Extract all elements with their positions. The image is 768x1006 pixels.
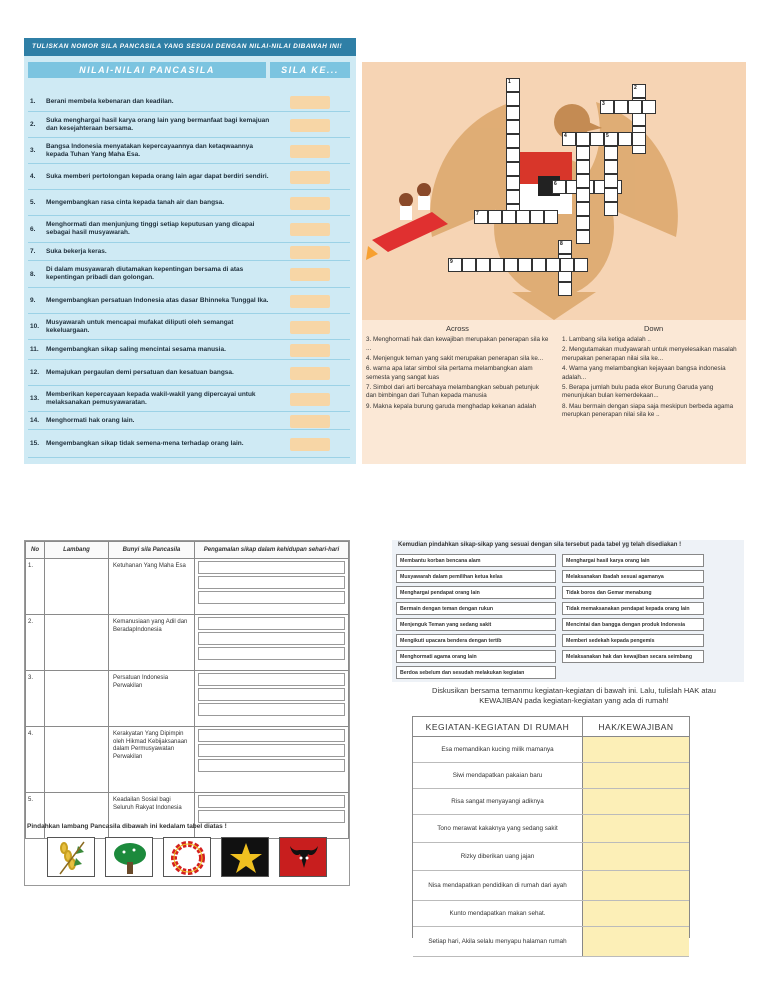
lambang-drop-cell[interactable] (45, 559, 109, 615)
crossword-cell[interactable] (506, 190, 520, 204)
sila-row-number: 6. (30, 225, 36, 233)
sikap-card[interactable]: Tidak memaksanakan pendapat kepada orang lain (562, 602, 704, 615)
hak-kewajiban-worksheet (392, 682, 744, 972)
sikap-card[interactable]: Melaksanakan hak dan kewajiban secara seimbang (562, 650, 704, 663)
crossword-cell[interactable] (576, 174, 590, 188)
crossword-cell[interactable] (632, 132, 646, 146)
crossword-cell[interactable] (576, 160, 590, 174)
pengamalan-input[interactable] (198, 744, 345, 757)
lambang-drop-cell[interactable] (45, 671, 109, 727)
lambang-row-number: 1. (26, 559, 45, 615)
down-clue: 4. Warna yang melambangkan kejayaan bangsa indonesia adalah... (562, 364, 726, 381)
sila-row-number: 1. (30, 98, 36, 105)
pengamalan-input[interactable] (198, 703, 345, 716)
crossword-cell[interactable]: 6 (552, 180, 566, 194)
header-nilai: NILAI-NILAI PANCASILA (28, 62, 266, 78)
across-clues (366, 336, 550, 413)
sila-row-number: 13. (30, 395, 40, 402)
sila-row (28, 386, 350, 412)
lambang-row-number: 3. (26, 671, 45, 727)
sila-answer-box[interactable] (290, 415, 330, 428)
crossword-cell[interactable] (576, 132, 590, 146)
crossword-cell[interactable] (576, 146, 590, 160)
across-clue: 6. warna apa latar simbol sila pertama melambangkan alam semesta yang sangat luas (366, 364, 533, 381)
crossword-cell[interactable]: 1 (506, 78, 520, 92)
crossword-cell[interactable] (604, 146, 618, 160)
lambang-worksheet (24, 540, 350, 886)
kegiatan-text: Setiap hari, Akila selalu menyapu halaman rumah (413, 927, 583, 956)
sila-row-text: Musyawarah untuk mencapai mufakat diliputi oleh semangat kekeluargaan. (46, 318, 234, 334)
bunyi-sila: Kerakyatan Yang Dipimpin oleh Hikmad Kebijaksanaan dalam Permusyawatan Perwakilan (109, 727, 195, 793)
sila-answer-box[interactable] (290, 197, 330, 210)
crossword-cell[interactable] (544, 210, 558, 224)
sila-row (28, 430, 350, 458)
crossword-cell[interactable] (632, 112, 646, 126)
crossword-cell[interactable] (560, 258, 574, 272)
sila-row-text: Menghormati hak orang lain. (46, 416, 135, 424)
sikap-card[interactable]: Musyawarah dalam pemilihan ketua kelas (396, 570, 556, 583)
hak-kewajiban-input[interactable] (583, 927, 689, 956)
sila-row (28, 288, 350, 314)
hak-kewajiban-input[interactable] (583, 737, 689, 762)
across-clue: 9. Makna kepala burung garuda menghadap kekanan adalah (366, 402, 537, 410)
crossword-cell[interactable] (516, 210, 530, 224)
sila-row-text: Suka menghargai hasil karya orang lain yang bermanfaat bagi kemajuan dan kesejahteraan bersama. (46, 116, 270, 132)
sila-row-number: 8. (30, 270, 36, 278)
sila-answer-box[interactable] (290, 344, 330, 357)
sila-row-number: 15. (30, 440, 40, 447)
pengamalan-cell (195, 727, 349, 793)
sila-row-text: Mengembangkan sikap saling mencintai sesama manusia. (46, 345, 226, 353)
sila-row-text: Di dalam musyawarah diutamakan kepentingan bersama di atas kepentingan pribadi dan golongan. (46, 266, 244, 281)
kegiatan-text: Tono merawat kakaknya yang sedang sakit (413, 815, 583, 842)
sila-row-text: Berani membela kebenaran dan keadilan. (46, 97, 174, 105)
crossword-cell[interactable]: 7 (474, 210, 488, 224)
kegiatan-text: Kunto mendapatkan makan sehat. (413, 901, 583, 926)
lambang-table (25, 541, 349, 839)
crossword-cell[interactable] (574, 258, 588, 272)
crossword-cell[interactable] (518, 258, 532, 272)
sila-row-number: 14. (30, 417, 40, 424)
crossword-cell[interactable] (532, 258, 546, 272)
lambang-row (26, 671, 349, 727)
sikap-card[interactable]: Menghargai hasil karya orang lain (562, 554, 704, 567)
sila-row-number: 2. (30, 121, 36, 128)
crossword-cell[interactable]: 2 (632, 84, 646, 98)
pengamalan-input[interactable] (198, 688, 345, 701)
sila-row (28, 190, 350, 216)
sila-worksheet (24, 38, 356, 464)
sila-row (28, 360, 350, 386)
pengamalan-input[interactable] (198, 729, 345, 742)
sila-row (28, 112, 350, 138)
sila-row (28, 92, 350, 112)
pengamalan-input[interactable] (198, 576, 345, 589)
pengamalan-cell (195, 793, 349, 839)
hak-kewajiban-input[interactable] (583, 901, 689, 926)
crossword-cell[interactable] (462, 258, 476, 272)
crossword-worksheet (362, 62, 746, 464)
across-clue: 3. Menghormati hak dan kewajiban merupakan penerapan sila ke ... (366, 336, 549, 352)
pengamalan-input[interactable] (198, 561, 345, 574)
sila-answer-box[interactable] (290, 96, 330, 109)
sila-row-text: Suka bekerja keras. (46, 247, 107, 255)
lambang-row-number: 4. (26, 727, 45, 793)
kegiatan-text: Siwi mendapatkan pakaian baru (413, 763, 583, 788)
sila-answer-box[interactable] (290, 393, 330, 406)
bintang-icon[interactable] (221, 837, 269, 877)
sikap-card[interactable]: Menghormati agama orang lain (396, 650, 556, 663)
crossword-cell[interactable] (576, 216, 590, 230)
sila-row-number: 3. (30, 147, 36, 154)
rumah-instruction: Diskusikan bersama temanmu kegiatan-kegiatan di bawah ini. Lalu, tulislah HAK atau KEWAJIBAN pada kegiatan-kegiatan yang ada di rumah! (432, 686, 716, 705)
down-clue: 1. Lambang sila ketiga adalah .. (562, 336, 651, 343)
pengamalan-input[interactable] (198, 647, 345, 660)
bunyi-sila: Ketuhanan Yang Maha Esa (109, 559, 195, 615)
crossword-cell[interactable] (604, 188, 618, 202)
sila-answer-box[interactable] (290, 119, 330, 132)
sikap-card[interactable]: Membantu korban bencana alam (396, 554, 556, 567)
sila-row-number: 4. (30, 173, 36, 180)
sila-row-text: Bangsa Indonesia menyatakan kepercayaannya dan ketaqwaannya kepada Tuhan Yang Maha Esa. (46, 142, 254, 158)
crossword-cell[interactable] (506, 106, 520, 120)
sikap-card[interactable]: Bermain dengan teman dengan rukun (396, 602, 556, 615)
crossword-cell[interactable] (504, 258, 518, 272)
sila-row-text: Mengembangkan rasa cinta kepada tanah air dan bangsa. (46, 198, 225, 206)
sila-row (28, 216, 350, 243)
crossword-cell[interactable] (576, 202, 590, 216)
down-clue: 8. Mau bermain dengan siapa saja meskipun berbeda agama merupkan penerapan nilai sila ke .. (562, 402, 734, 419)
crossword-cell[interactable] (604, 174, 618, 188)
lambang-row-number: 5. (26, 793, 45, 839)
crossword-cell[interactable] (506, 120, 520, 134)
lambang-row-number: 2. (26, 615, 45, 671)
th-lambang: Lambang (45, 542, 109, 559)
across-clue: 7. Simbol dari arti bercahaya melambangkan sebuah petunjuk dan bimbingan dari Tuhan kepada manusia (366, 383, 539, 400)
pengamalan-cell (195, 671, 349, 727)
pengamalan-input[interactable] (198, 810, 345, 823)
down-title: Down (644, 324, 664, 333)
crossword-cell[interactable] (642, 100, 656, 114)
rumah-row (413, 763, 689, 789)
pengamalan-input[interactable] (198, 673, 345, 686)
sila-answer-box[interactable] (290, 145, 330, 158)
sila-answer-box[interactable] (290, 223, 330, 236)
crossword-cell[interactable] (576, 230, 590, 244)
sikap-worksheet (392, 540, 744, 682)
pengamalan-cell (195, 559, 349, 615)
pengamalan-input[interactable] (198, 591, 345, 604)
crossword-cell[interactable] (590, 132, 604, 146)
hak-kewajiban-input[interactable] (583, 871, 689, 900)
crossword-cell[interactable] (506, 176, 520, 190)
sila-row-text: Menghormati dan menjunjung tinggi setiap keputusan yang dicapai sebagai hasil musyawarah. (46, 221, 255, 236)
sikap-card[interactable]: Melaksanakan ibadah sesuai agamanya (562, 570, 704, 583)
sila-row-text: Suka memberi pertolongan kepada orang lain agar dapat berdiri sendiri. (46, 172, 269, 180)
crossword-cell[interactable] (506, 162, 520, 176)
sila-row-number: 10. (30, 323, 40, 330)
sikap-title: Kemudian pindahkan sikap-sikap yang sesuai dengan sila tersebut pada tabel yg telah disediakan ! (398, 542, 682, 548)
lambang-instruction: Pindahkan lambang Pancasila dibawah ini kedalam tabel diatas ! (27, 823, 227, 830)
kegiatan-text: Risa sangat menyayangi adiknya (413, 789, 583, 814)
crossword-cell[interactable] (618, 132, 632, 146)
crossword-cell[interactable] (558, 282, 572, 296)
crossword-cell[interactable]: 5 (604, 132, 618, 146)
sikap-card[interactable]: Mengikuti upacara bendera dengan tertib (396, 634, 556, 647)
across-clue: 4. Menjenguk teman yang sakit merupakan penerapan sila ke... (366, 354, 544, 362)
sila-row-text: Mengembangkan persatuan Indonesia atas dasar Bhinneka Tunggal Ika. (46, 296, 269, 304)
th-kegiatan: KEGIATAN-KEGIATAN DI RUMAH (413, 717, 583, 737)
crossword-cell[interactable] (506, 134, 520, 148)
crossword-cell[interactable]: 3 (600, 100, 614, 114)
down-clue: 2. Mengutamakan mudyawarah untuk menyelesaikan masalah merupakan penerapan nilai sila ke... (562, 346, 737, 362)
header-sila: SILA KE... (270, 62, 350, 78)
sila-row-number: 11. (30, 346, 39, 353)
rumah-row (413, 927, 689, 957)
crossword-cell[interactable] (506, 148, 520, 162)
sila-row (28, 261, 350, 288)
sila-answer-box[interactable] (290, 295, 330, 308)
sila-answer-box[interactable] (290, 367, 330, 380)
kegiatan-text: Esa memandikan kucing milik mamanya (413, 737, 583, 762)
rumah-table (412, 716, 690, 945)
sila-row-text: Memberikan kepercayaan kepada wakil-wakil yang dipercayai untuk melaksanakan pemusyawaratan. (46, 390, 256, 406)
sila-row-text: Mengembangkan sikap tidak semena-mena terhadap orang lain. (46, 439, 244, 447)
sila-row (28, 243, 350, 261)
sila-row (28, 340, 350, 360)
lambang-row (26, 559, 349, 615)
sila-row (28, 314, 350, 340)
sila-row (28, 412, 350, 430)
crossword-cell[interactable] (488, 210, 502, 224)
rantai-icon[interactable] (163, 837, 211, 877)
bunyi-sila: Keadailan Sosial bagi Seluruh Rakyat Indonesia (109, 793, 195, 839)
lambang-drop-cell[interactable] (45, 793, 109, 839)
pengamalan-input[interactable] (198, 759, 345, 772)
sikap-card[interactable]: Menjenguk Teman yang sedang sakit (396, 618, 556, 631)
lambang-row (26, 615, 349, 671)
down-clues (562, 336, 742, 421)
th-bunyi: Bunyi sila Pancasila (109, 542, 195, 559)
crossword-cell[interactable] (530, 210, 544, 224)
crossword-area (362, 62, 746, 320)
crossword-cell[interactable] (502, 210, 516, 224)
crossword-cell[interactable] (604, 202, 618, 216)
lambang-drop-cell[interactable] (45, 615, 109, 671)
pengamalan-input[interactable] (198, 795, 345, 808)
rumah-row (413, 901, 689, 927)
sikap-card[interactable]: Menghargai pendapat orang lain (396, 586, 556, 599)
across-title: Across (446, 324, 469, 333)
crossword-cell[interactable] (576, 188, 590, 202)
sila-row-number: 12. (30, 369, 40, 376)
padi-kapas-icon[interactable] (47, 837, 95, 877)
kegiatan-text: Nisa mendapatkan pendidikan di rumah dari ayah (413, 871, 583, 900)
sikap-card[interactable]: Mencintai dan bangga dengan produk Indonesia (562, 618, 704, 631)
crossword-cell[interactable] (490, 258, 504, 272)
kegiatan-text: Rizky diberikan uang jajan (413, 843, 583, 870)
crossword-cell[interactable]: 4 (562, 132, 576, 146)
sila-row (28, 164, 350, 190)
sila-answer-box[interactable] (290, 246, 330, 259)
th-hak-kewajiban: HAK/KEWAJIBAN (583, 717, 689, 737)
hak-kewajiban-input[interactable] (583, 763, 689, 788)
crossword-cell[interactable] (476, 258, 490, 272)
sila-row-number: 7. (30, 248, 36, 255)
th-no: No (26, 542, 45, 559)
rumah-row (413, 843, 689, 871)
crossword-cell[interactable] (614, 100, 628, 114)
crossword-cell[interactable] (546, 258, 560, 272)
sila-answer-box[interactable] (290, 438, 330, 451)
sila-answer-box[interactable] (290, 268, 330, 281)
lambang-row (26, 793, 349, 839)
rumah-row (413, 815, 689, 843)
rumah-row (413, 789, 689, 815)
lambang-row (26, 727, 349, 793)
sila-row-number: 9. (30, 297, 36, 304)
pengamalan-cell (195, 615, 349, 671)
crossword-cell[interactable]: 9 (448, 258, 462, 272)
th-pengamalan: Pengamalan sikap dalam kehidupan sehari-hari (195, 542, 349, 559)
pohon-beringin-icon[interactable] (105, 837, 153, 877)
down-clue: 5. Berapa jumlah bulu pada ekor Burung Garuda yang menunjukan bulan kemerdekaan... (562, 383, 714, 400)
sila-row (28, 138, 350, 164)
sila-answer-box[interactable] (290, 171, 330, 184)
crossword-cell[interactable] (506, 92, 520, 106)
pengamalan-input[interactable] (198, 617, 345, 630)
hak-kewajiban-input[interactable] (583, 789, 689, 814)
sila-answer-box[interactable] (290, 321, 330, 334)
sila-banner: TULISKAN NOMOR SILA PANCASILA YANG SESUAI DENGAN NILAI-NILAI DIBAWAH INI! (24, 38, 356, 56)
crossword-cell[interactable] (628, 100, 642, 114)
sikap-card[interactable]: Tidak boros dan Gemar menabung (562, 586, 704, 599)
sila-row-number: 5. (30, 199, 36, 206)
lambang-drop-cell[interactable] (45, 727, 109, 793)
rumah-row (413, 737, 689, 763)
rumah-row (413, 871, 689, 901)
crossword-cell[interactable] (604, 160, 618, 174)
hak-kewajiban-input[interactable] (583, 843, 689, 870)
bunyi-sila: Kemanusiaan yang Adil dan BeradapIndonesia (109, 615, 195, 671)
crossword-cell[interactable]: 8 (558, 240, 572, 254)
sikap-card[interactable]: Memberi sedekah kepada pengemis (562, 634, 704, 647)
sila-row-text: Memajukan pergaulan demi persatuan dan kesatuan bangsa. (46, 368, 234, 376)
bunyi-sila: Persatuan Indonesia Perwakilan (109, 671, 195, 727)
kepala-banteng-icon[interactable] (279, 837, 327, 877)
pengamalan-input[interactable] (198, 632, 345, 645)
sikap-card[interactable]: Berdoa sebelum dan sesudah melakukan kegiatan (396, 666, 556, 679)
hak-kewajiban-input[interactable] (583, 815, 689, 842)
